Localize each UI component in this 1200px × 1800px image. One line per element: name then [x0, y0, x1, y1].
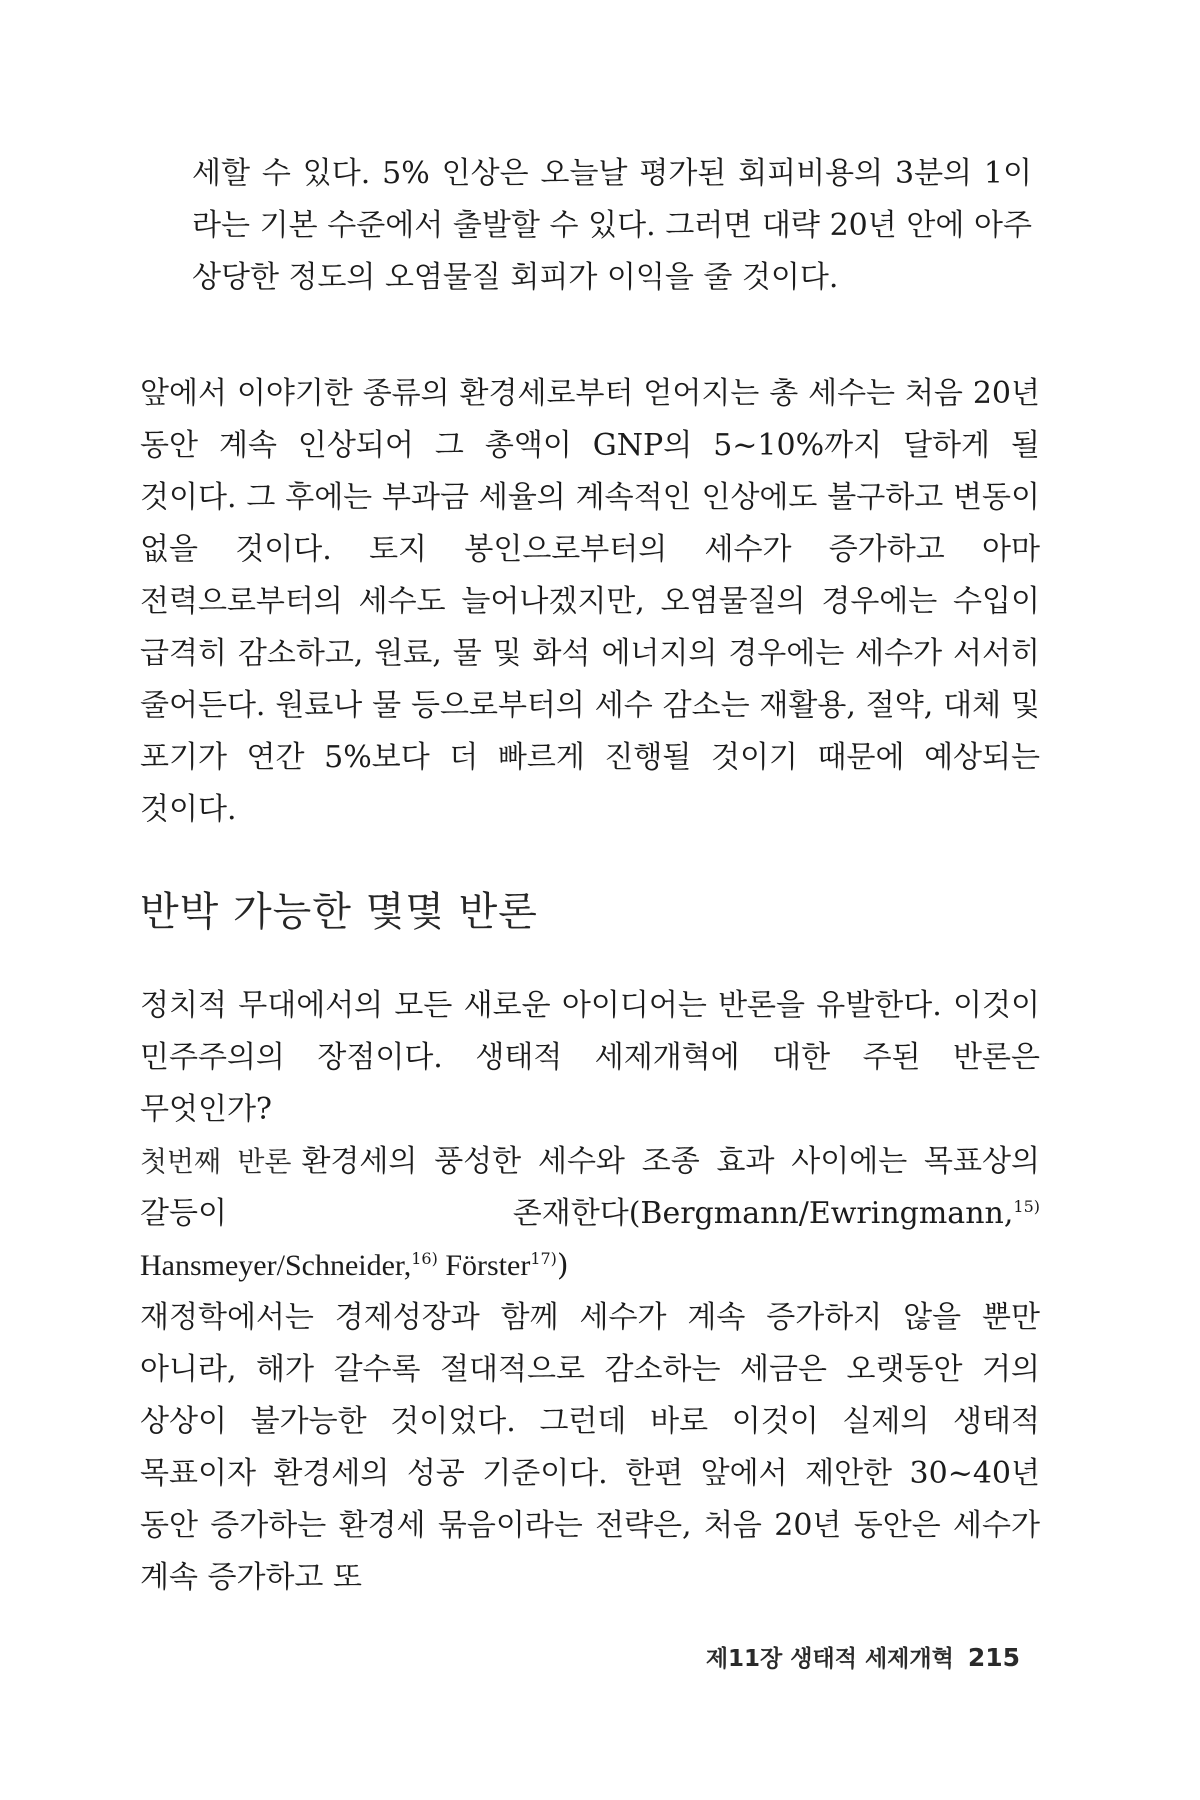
- body-paragraph-tax-revenue: 앞에서 이야기한 종류의 환경세로부터 얻어지는 총 세수는 처음 20년 동안 계속 인상되어 그 총액이 GNP의 5~10%까지 달하게 될 것이다. 그 후에는 부과금 세율의 계속적인 인상에도 불구하고 변동이 없을 것이다. 토지 봉인으로부터의 세수가 증가하고 아마 전력으로부터의 세수도 늘어나겠지만, 오염물질의 경우에는 수입이 급격히 감소하고, 원료, 물 및 화석 에너지의 경우에는 세수가 서서히 줄어든다. 원료나 물 등으로부터의 세수 감소는 재활용, 절약, 대체 및 포기가 연간 5%보다 더 빠르게 진행될 것이기 때문에 예상되는 것이다.: [140, 376, 1040, 827]
- citation-hansmeyer: Hansmeyer/Schneider,: [140, 1249, 412, 1282]
- body-paragraph-objections-intro: 정치적 무대에서의 모든 새로운 아이디어는 반론을 유발한다. 이것이 민주주의의 장점이다. 생태적 세제개혁에 대한 주된 반론은 무엇인가?: [140, 988, 1040, 1127]
- page-footer: [706, 1640, 1020, 1673]
- citation-close: ): [556, 1248, 569, 1283]
- objection-label: 첫번째 반론: [140, 1145, 292, 1178]
- quote-paragraph: 세할 수 있다. 5% 인상은 오늘날 평가된 회피비용의 3분의 1이 라는 기본 수준에서 출발할 수 있다. 그러면 대략 20년 안에 아주 상당한 정도의 오염물질 회피가 이익을 줄 것이다.: [192, 156, 1032, 295]
- body-paragraph-public-finance: 재정학에서는 경제성장과 함께 세수가 계속 증가하지 않을 뿐만 아니라, 해가 갈수록 절대적으로 감소하는 세금은 오랫동안 거의 상상이 불가능한 것이었다. 그런데 바로 이것이 실제의 생태적 목표이자 환경세의 성공 기준이다. 한편 앞에서 제안한 30~40년 동안 증가하는 환경세 묶음이라는 전략은, 처음 20년 동안은 세수가 계속 증가하고 또: [140, 1300, 1040, 1595]
- footnote-ref-15: 15): [1013, 1197, 1040, 1216]
- objection-text: 환경세의 풍성한 세수와 조종 효과 사이에는 목표상의 갈등이 존재한다(Bergmann/Ewringmann,: [140, 1144, 1040, 1231]
- footnote-ref-17: 17): [530, 1249, 557, 1268]
- footnote-ref-16: 16): [411, 1249, 438, 1268]
- citation-forster: Förster: [437, 1249, 531, 1282]
- section-heading: 반박 가능한 몇몇 반론: [140, 889, 538, 935]
- chapter-title: 제11장 생태적 세제개혁: [705, 1646, 954, 1672]
- body-paragraph-first-objection: [140, 1136, 1040, 1292]
- page-number: 215: [967, 1643, 1020, 1672]
